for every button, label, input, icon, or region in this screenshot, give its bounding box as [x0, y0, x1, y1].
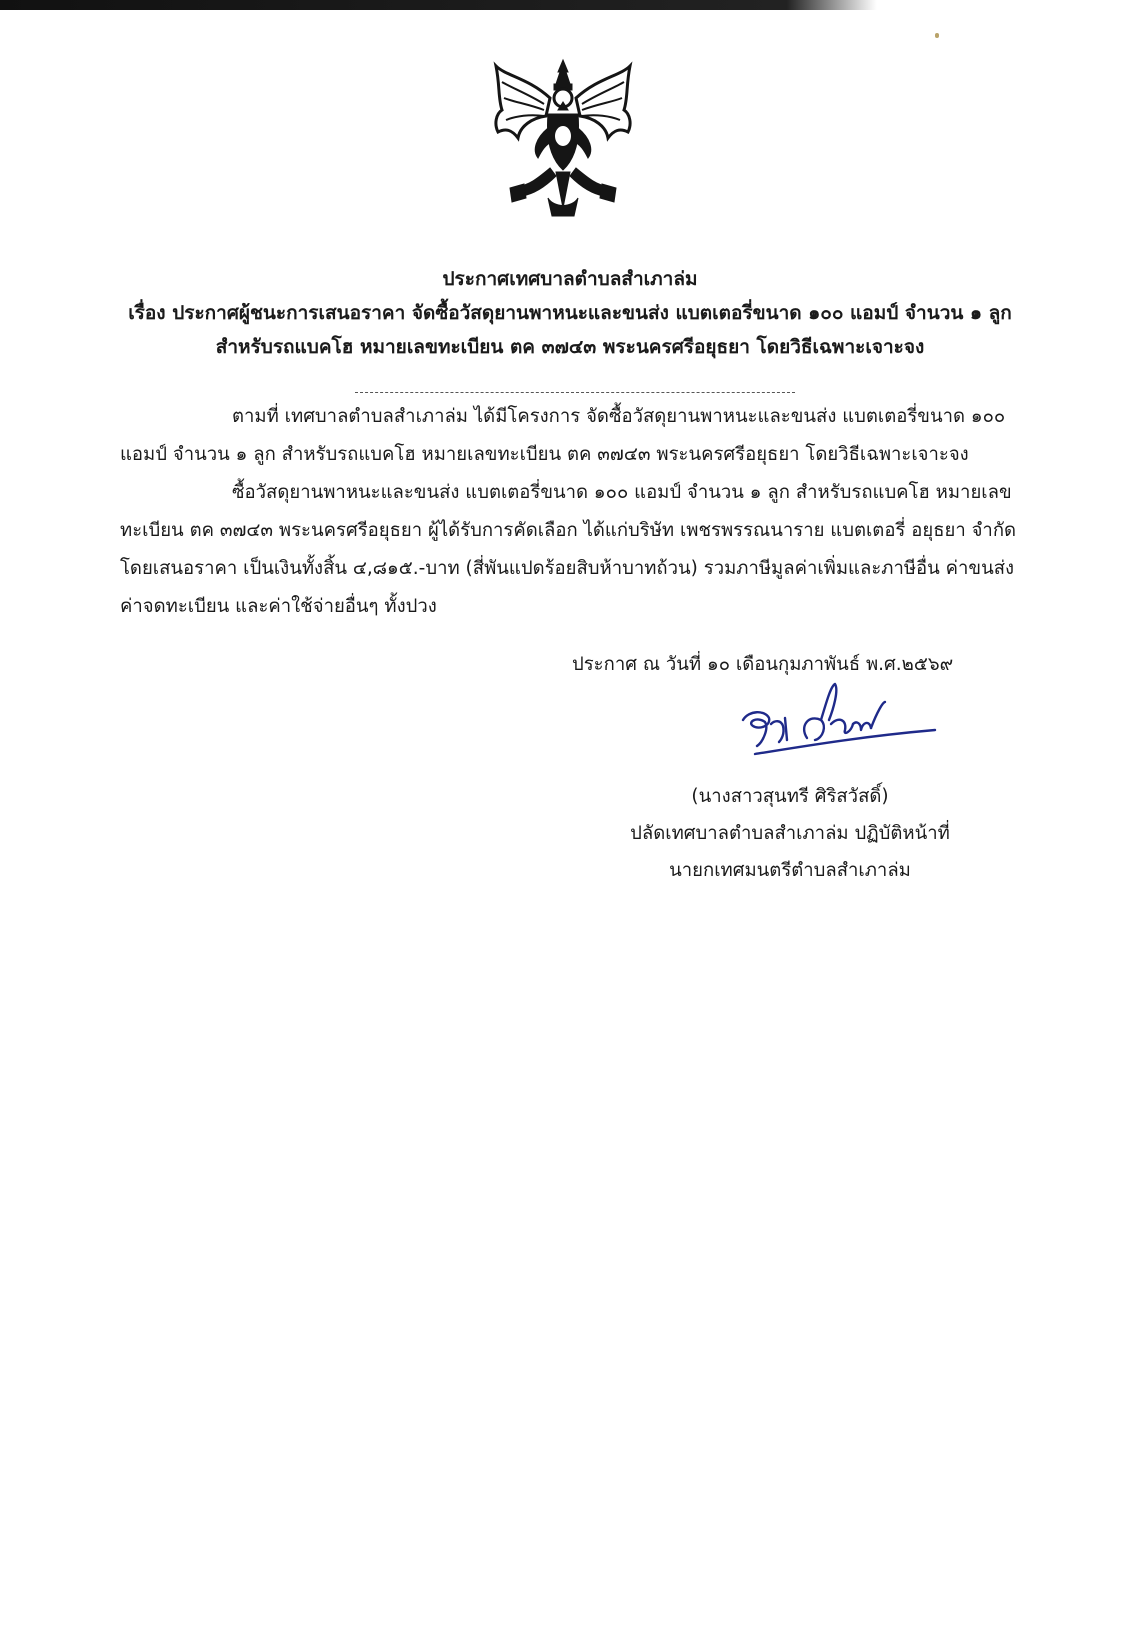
announcement-date: ประกาศ ณ วันที่ ๑๐ เดือนกุมภาพันธ์ พ.ศ.๒๕๖๙: [572, 654, 954, 675]
garuda-emblem-icon: [488, 58, 638, 226]
announcement-subject-line-2: สำหรับรถแบคโฮ หมายเลขทะเบียน ตค ๓๗๔๓ พระนครศรีอยุธยา โดยวิธีเฉพาะเจาะจง: [215, 336, 925, 358]
body-line: ค่าจดทะเบียน และค่าใช้จ่ายอื่นๆ ทั้งปวง: [120, 596, 437, 617]
body-line: ตามที่ เทศบาลตำบลสำเภาล่ม ได้มีโครงการ จัดซื้อวัสดุยานพาหนะและขนส่ง แบตเตอรี่ขนาด ๑๐๐: [232, 406, 1006, 427]
body-line: ซื้อวัสดุยานพาหนะและขนส่ง แบตเตอรี่ขนาด ๑๐๐ แอมป์ จำนวน ๑ ลูก สำหรับรถแบคโฮ หมายเลข: [232, 482, 1012, 503]
body-line: ทะเบียน ตค ๓๗๔๓ พระนครศรีอยุธยา ผู้ได้รับการคัดเลือก ได้แก่บริษัท เพชรพรรณนาราย แบตเตอรี่ อยุธยา จำกัด: [120, 520, 1017, 541]
signatory-acting-position: นายกเทศมนตรีตำบลสำเภาล่ม: [669, 860, 911, 881]
announcement-subject-line-1: เรื่อง ประกาศผู้ชนะการเสนอราคา จัดซื้อวัสดุยานพาหนะและขนส่ง แบตเตอรี่ขนาด ๑๐๐ แอมป์ จำนวน ๑ ลูก: [128, 302, 1012, 324]
scan-speck: [935, 33, 939, 38]
signatory-position: ปลัดเทศบาลตำบลสำเภาล่ม ปฏิบัติหน้าที่: [630, 823, 950, 844]
body-line: แอมป์ จำนวน ๑ ลูก สำหรับรถแบคโฮ หมายเลขทะเบียน ตค ๓๗๔๓ พระนครศรีอยุธยา โดยวิธีเฉพาะเจาะจง: [120, 444, 969, 465]
header-divider: [355, 392, 795, 393]
body-line: โดยเสนอราคา เป็นเงินทั้งสิ้น ๔,๘๑๕.-บาท (สี่พันแปดร้อยสิบห้าบาทถ้วน) รวมภาษีมูลค่าเพิ่มและภาษีอื่น ค่าขนส่ง: [120, 558, 1015, 579]
scan-top-edge: [0, 0, 1124, 10]
announcement-header: [110, 262, 1030, 364]
announcement-body: [120, 398, 1032, 626]
handwritten-signature: [735, 680, 945, 780]
announcement-title: ประกาศเทศบาลตำบลสำเภาล่ม: [442, 268, 698, 290]
signature-block: [630, 778, 950, 889]
signatory-name: (นางสาวสุนทรี ศิริสวัสดิ์): [691, 786, 889, 807]
